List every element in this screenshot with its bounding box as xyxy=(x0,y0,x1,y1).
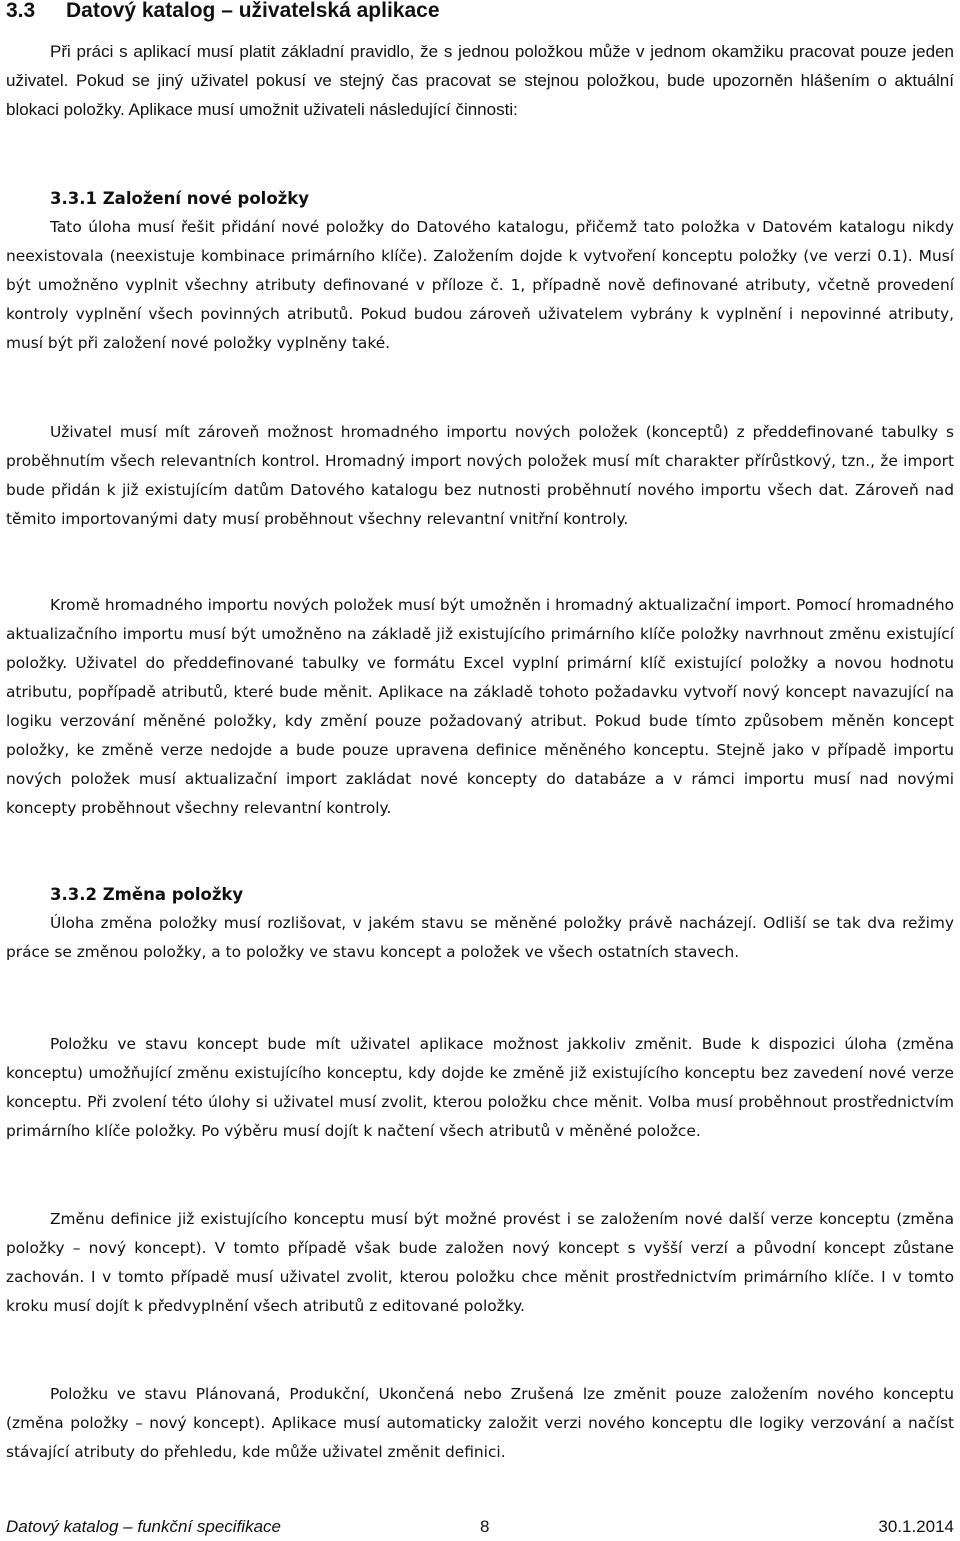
paragraph-new-item-1: Tato úloha musí řešit přidání nové položky do Datového katalogu, přičemž tato položka v Datovém katalogu nikdy neexistovala (neexistuje kombinace primárního klíče). Založením dojde k vytvoření konceptu položky (ve verzi 0.1). Musí být umožněno vyplnit všechny atributy definované v příloze č. 1, případně nově definované atributy, včetně provedení kontroly vyplnění všech povinných atributů. Pokud budou zároveň uživatelem vybrány k vyplnění i nepovinné atributy, musí být při založení nové položky vyplněny také. xyxy=(6,218,954,352)
section-number: 3.3 xyxy=(6,0,36,22)
paragraph-new-item-2: Uživatel musí mít zároveň možnost hromadného importu nových položek (konceptů) z předdefinované tabulky s proběhnutím všech relevantních kontrol. Hromadný import nových položek musí mít charakter přírůstkový, tzn., že import bude přidán k již existujícím datům Datového katalogu bez nutnosti proběhnutí nového importu všech dat. Zároveň nad těmito importovanými daty musí proběhnout všechny relevantní vnitřní kontroly. xyxy=(6,423,954,528)
subsection-heading-change-item: 3.3.2 Změna položky xyxy=(50,885,244,904)
section-title: Datový katalog – uživatelská aplikace xyxy=(66,0,440,22)
footer-document-title: Datový katalog – funkční specifikace xyxy=(6,1517,281,1536)
paragraph-change-item-3: Změnu definice již existujícího konceptu musí být možné provést i se založením nové další verze konceptu (změna položky – nový koncept). V tomto případě však bude založen nový koncept s vyšší verzí a původní koncept zůstane zachován. I v tomto případě musí uživatel zvolit, kterou položku chce měnit prostřednictvím primárního klíče. I v tomto kroku musí dojít k předvyplnění všech atributů z editované položky. xyxy=(6,1210,954,1315)
intro-paragraph: Při práci s aplikací musí platit základní pravidlo, že s jednou položkou může v jednom okamžiku pracovat pouze jeden uživatel. Pokud se jiný uživatel pokusí ve stejný čas pracovat se stejnou položkou, bude upozorněn hlášením o aktuální blokaci položky. Aplikace musí umožnit uživateli následující činnosti: xyxy=(6,42,954,119)
paragraph-new-item-3: Kromě hromadného importu nových položek musí být umožněn i hromadný aktualizační import. Pomocí hromadného aktualizačního importu musí být umožněno na základě již existujícího primárního klíče položky navrhnout změnu existující položky. Uživatel do předdefinované tabulky ve formátu Excel vyplní primární klíč existující položky a novou hodnotu atributu, popřípadě atributů, které bude měnit. Aplikace na základě tohoto požadavku vytvoří nový koncept navazující na logiku verzování měněné položky, kdy změní pouze požadovaný atribut. Pokud bude tímto způsobem měněn koncept položky, ke změně verze nedojde a bude pouze upravena definice měněného konceptu. Stejně jako v případě importu nových položek musí aktualizační import zakládat nové koncepty do databáze a v rámci importu musí nad novými koncepty proběhnout všechny relevantní kontroly. xyxy=(6,596,954,817)
paragraph-change-item-2: Položku ve stavu koncept bude mít uživatel aplikace možnost jakkoliv změnit. Bude k dispozici úloha (změna konceptu) umožňující změnu existujícího konceptu, kdy dojde ke změně již existujícího konceptu bez zavedení nové verze konceptu. Při zvolení této úlohy si uživatel musí zvolit, kterou položku chce měnit. Volba musí proběhnout prostřednictvím primárního klíče položky. Po výběru musí dojít k načtení všech atributů v měněné položce. xyxy=(6,1035,954,1140)
page-footer xyxy=(6,1515,954,1539)
subsection-heading-new-item: 3.3.1 Založení nové položky xyxy=(50,189,309,208)
section-heading xyxy=(6,0,440,25)
paragraph-change-item-1: Úloha změna položky musí rozlišovat, v jakém stavu se měněné položky právě nacházejí. Odliší se tak dva režimy práce se změnou položky, a to položky ve stavu koncept a položek ve všech ostatních stavech. xyxy=(6,914,954,961)
footer-date: 30.1.2014 xyxy=(878,1517,954,1536)
footer-page-number: 8 xyxy=(480,1517,490,1536)
paragraph-change-item-4: Položku ve stavu Plánovaná, Produkční, Ukončená nebo Zrušená lze změnit pouze založením nového konceptu (změna položky – nový koncept). Aplikace musí automaticky založit verzi nového konceptu dle logiky verzování a načíst stávající atributy do přehledu, kde může uživatel změnit definici. xyxy=(6,1385,954,1461)
